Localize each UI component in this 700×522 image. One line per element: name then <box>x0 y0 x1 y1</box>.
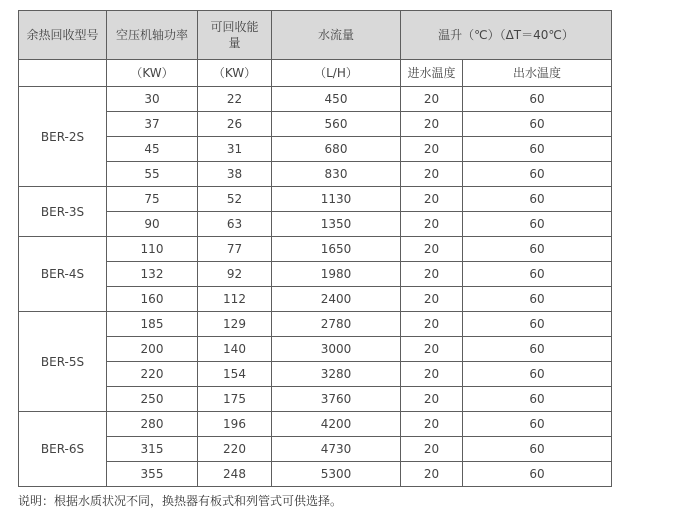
cell-shaft-power: 250 <box>107 387 198 412</box>
unit-inlet-temp: 进水温度 <box>401 60 463 87</box>
unit-recoverable: （KW） <box>198 60 272 87</box>
cell-inlet-temp: 20 <box>401 137 463 162</box>
model-cell: BER-4S <box>19 237 107 312</box>
table-row <box>19 337 612 362</box>
header-shaft-power: 空压机轴功率 <box>107 11 198 60</box>
cell-inlet-temp: 20 <box>401 362 463 387</box>
cell-inlet-temp: 20 <box>401 412 463 437</box>
cell-water-flow: 3760 <box>272 387 401 412</box>
cell-shaft-power: 55 <box>107 162 198 187</box>
cell-recoverable: 38 <box>198 162 272 187</box>
table-body <box>19 11 612 487</box>
cell-inlet-temp: 20 <box>401 112 463 137</box>
cell-water-flow: 3000 <box>272 337 401 362</box>
cell-shaft-power: 160 <box>107 287 198 312</box>
cell-recoverable: 31 <box>198 137 272 162</box>
table-row <box>19 137 612 162</box>
cell-inlet-temp: 20 <box>401 462 463 487</box>
cell-water-flow: 1350 <box>272 212 401 237</box>
cell-outlet-temp: 60 <box>463 437 612 462</box>
header-temp-rise: 温升（℃）（ΔT＝40℃） <box>401 11 612 60</box>
cell-inlet-temp: 20 <box>401 237 463 262</box>
table-row <box>19 412 612 437</box>
cell-shaft-power: 315 <box>107 437 198 462</box>
cell-recoverable: 26 <box>198 112 272 137</box>
table-row <box>19 187 612 212</box>
table-row <box>19 262 612 287</box>
model-cell: BER-5S <box>19 312 107 412</box>
cell-outlet-temp: 60 <box>463 287 612 312</box>
header-row <box>19 11 612 60</box>
unit-outlet-temp: 出水温度 <box>463 60 612 87</box>
table-row <box>19 387 612 412</box>
cell-shaft-power: 185 <box>107 312 198 337</box>
cell-inlet-temp: 20 <box>401 287 463 312</box>
cell-inlet-temp: 20 <box>401 212 463 237</box>
cell-shaft-power: 200 <box>107 337 198 362</box>
cell-outlet-temp: 60 <box>463 337 612 362</box>
cell-water-flow: 560 <box>272 112 401 137</box>
cell-shaft-power: 45 <box>107 137 198 162</box>
unit-shaft-power: （KW） <box>107 60 198 87</box>
header-recoverable-energy <box>198 11 272 60</box>
model-cell: BER-2S <box>19 87 107 187</box>
cell-outlet-temp: 60 <box>463 137 612 162</box>
cell-outlet-temp: 60 <box>463 87 612 112</box>
cell-recoverable: 154 <box>198 362 272 387</box>
cell-inlet-temp: 20 <box>401 87 463 112</box>
cell-inlet-temp: 20 <box>401 162 463 187</box>
cell-outlet-temp: 60 <box>463 162 612 187</box>
cell-shaft-power: 110 <box>107 237 198 262</box>
cell-shaft-power: 220 <box>107 362 198 387</box>
cell-shaft-power: 75 <box>107 187 198 212</box>
cell-water-flow: 450 <box>272 87 401 112</box>
cell-outlet-temp: 60 <box>463 212 612 237</box>
cell-recoverable: 92 <box>198 262 272 287</box>
footnote: 说明：根据水质状况不同，换热器有板式和列管式可供选择。 <box>18 494 343 508</box>
cell-outlet-temp: 60 <box>463 412 612 437</box>
cell-recoverable: 129 <box>198 312 272 337</box>
cell-water-flow: 830 <box>272 162 401 187</box>
cell-water-flow: 2780 <box>272 312 401 337</box>
cell-recoverable: 196 <box>198 412 272 437</box>
table-row <box>19 312 612 337</box>
cell-inlet-temp: 20 <box>401 312 463 337</box>
table-row <box>19 237 612 262</box>
cell-shaft-power: 37 <box>107 112 198 137</box>
cell-water-flow: 680 <box>272 137 401 162</box>
cell-recoverable: 63 <box>198 212 272 237</box>
cell-shaft-power: 355 <box>107 462 198 487</box>
cell-water-flow: 2400 <box>272 287 401 312</box>
table-row <box>19 462 612 487</box>
cell-water-flow: 4730 <box>272 437 401 462</box>
cell-inlet-temp: 20 <box>401 262 463 287</box>
units-row <box>19 60 612 87</box>
header-recoverable-text: 可回收能量 <box>210 20 259 50</box>
cell-shaft-power: 280 <box>107 412 198 437</box>
header-model: 余热回收型号 <box>19 11 107 60</box>
cell-outlet-temp: 60 <box>463 387 612 412</box>
table-row <box>19 362 612 387</box>
table-row <box>19 112 612 137</box>
model-cell: BER-3S <box>19 187 107 237</box>
table-row <box>19 162 612 187</box>
cell-inlet-temp: 20 <box>401 187 463 212</box>
cell-recoverable: 248 <box>198 462 272 487</box>
table-row <box>19 87 612 112</box>
cell-shaft-power: 30 <box>107 87 198 112</box>
cell-shaft-power: 132 <box>107 262 198 287</box>
cell-recoverable: 77 <box>198 237 272 262</box>
cell-recoverable: 220 <box>198 437 272 462</box>
cell-shaft-power: 90 <box>107 212 198 237</box>
cell-outlet-temp: 60 <box>463 112 612 137</box>
table-row <box>19 437 612 462</box>
table-row <box>19 212 612 237</box>
cell-recoverable: 22 <box>198 87 272 112</box>
cell-water-flow: 1130 <box>272 187 401 212</box>
cell-outlet-temp: 60 <box>463 262 612 287</box>
cell-outlet-temp: 60 <box>463 237 612 262</box>
cell-recoverable: 52 <box>198 187 272 212</box>
model-cell: BER-6S <box>19 412 107 487</box>
cell-outlet-temp: 60 <box>463 362 612 387</box>
cell-outlet-temp: 60 <box>463 187 612 212</box>
cell-water-flow: 4200 <box>272 412 401 437</box>
cell-water-flow: 1650 <box>272 237 401 262</box>
cell-outlet-temp: 60 <box>463 462 612 487</box>
units-model-empty <box>19 60 107 87</box>
cell-inlet-temp: 20 <box>401 337 463 362</box>
cell-recoverable: 175 <box>198 387 272 412</box>
cell-inlet-temp: 20 <box>401 437 463 462</box>
header-water-flow: 水流量 <box>272 11 401 60</box>
cell-outlet-temp: 60 <box>463 312 612 337</box>
spec-table <box>18 10 612 487</box>
table-row <box>19 287 612 312</box>
cell-water-flow: 1980 <box>272 262 401 287</box>
unit-water-flow: （L/H） <box>272 60 401 87</box>
cell-recoverable: 112 <box>198 287 272 312</box>
cell-water-flow: 3280 <box>272 362 401 387</box>
cell-water-flow: 5300 <box>272 462 401 487</box>
cell-recoverable: 140 <box>198 337 272 362</box>
cell-inlet-temp: 20 <box>401 387 463 412</box>
